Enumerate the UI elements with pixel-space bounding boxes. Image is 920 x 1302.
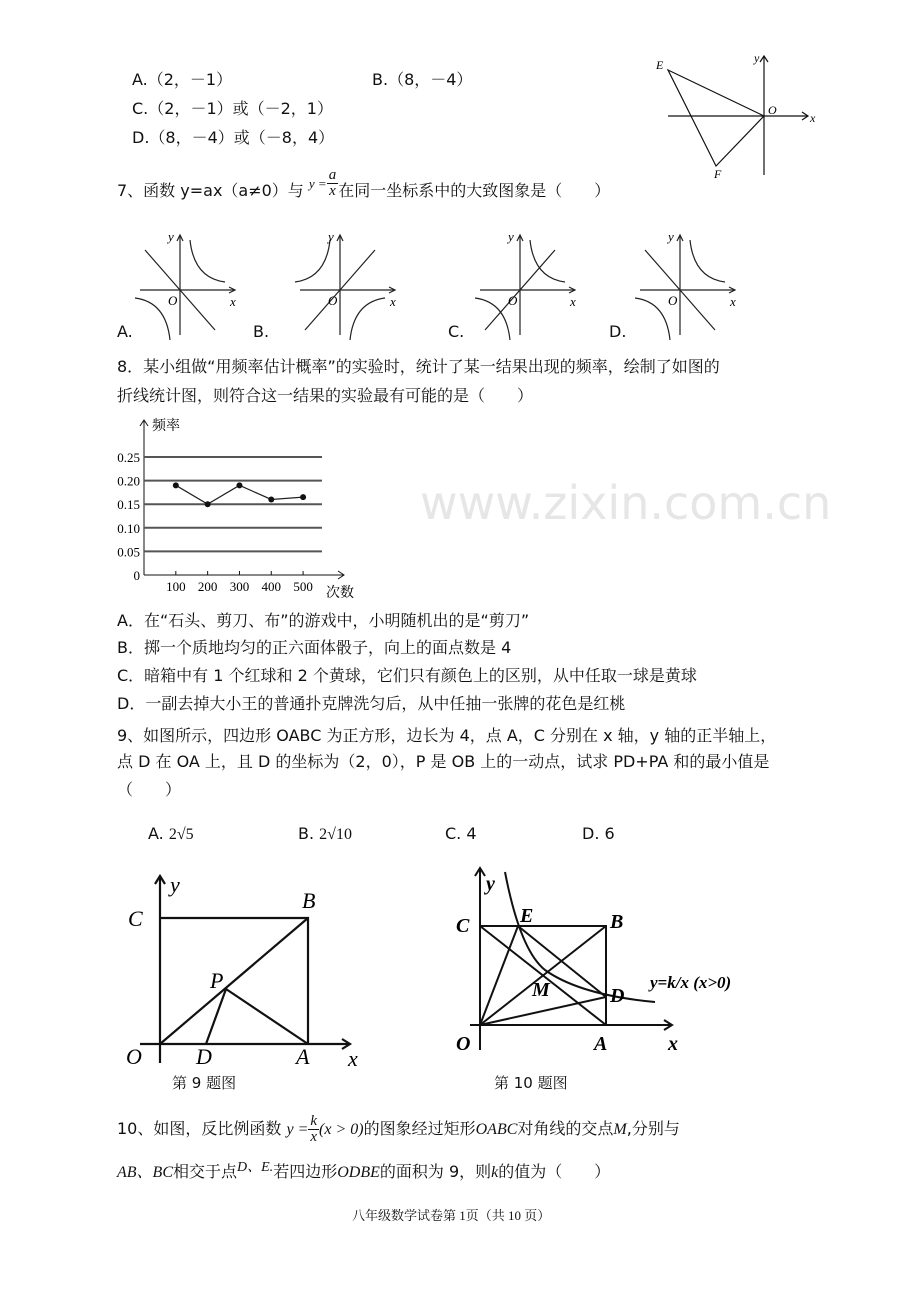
x-tick-label: 300 [229,579,250,594]
q9-caption: 第 9 题图 [172,1074,237,1092]
q8-option-a: A．在“石头、剪刀、布”的游戏中，小明随机出的是“剪刀” [117,611,530,630]
q9-option-d: D. 6 [582,824,615,843]
data-point [300,494,306,500]
y-label: y [328,229,334,244]
q10-line2: AB、BC相交于点D、E.若四边形ODBE的面积为 9，则k的值为（ ） [117,1160,611,1181]
q9-figure [120,868,370,1071]
q7-graph-c [475,235,575,340]
y-label: y [168,229,174,244]
x-tick-label: 500 [293,579,313,594]
q7-graph-d [635,235,735,340]
y-tick-label: 0.05 [117,544,140,560]
q8-option-d: D．一副去掉大小王的普通扑克牌洗匀后，从中任抽一张牌的花色是红桃 [117,694,626,713]
watermark: www.zixin.com.cn [420,476,832,530]
label-f: F [714,167,722,181]
q7-graph-b [295,235,395,340]
label-b: B [610,911,624,933]
q10-caption: 第 10 题图 [494,1074,568,1092]
q9-line3: （ ） [117,780,182,799]
q8-option-c: C．暗箱中有 1 个红球和 2 个黄球，它们只有颜色上的区别，从中任取一球是黄球 [117,666,697,685]
label-b: B [302,888,316,913]
label-a: A [296,1044,310,1069]
y-axis-label: 频率 [152,419,180,434]
q9-line1: 9、如图所示，四边形 OABC 为正方形，边长为 4，点 A，C 分别在 x 轴，y 轴的正半轴上， [117,726,777,745]
q9-option-a: A. 2√5 [148,824,194,843]
q9-line2: 点 D 在 OA 上，且 D 的坐标为（2，0），P 是 OB 上的一动点，试求 PD+PA 和的最小值是 [117,752,770,771]
x-label: x [390,294,396,309]
q6-option-b: B.（8，－4） [372,70,473,89]
origin-label: O [508,293,518,308]
q6-option-d: D.（8，－4）或（－8，4） [132,128,335,147]
q7-label-b: B. [253,322,270,341]
q6-option-c: C.（2，－1）或（－2，1） [132,99,333,118]
x-label: x [570,294,576,309]
label-x: x [348,1046,358,1071]
y-tick-label: 0 [133,568,140,583]
y-label: y [668,229,674,244]
q7-label-c: C. [448,322,465,341]
label-y: y [486,873,495,895]
data-point [268,496,274,502]
origin-label: O [668,293,678,308]
y-label: y [508,229,514,244]
label-p: P [210,968,224,993]
label-c: C [456,915,470,937]
origin-label: O [168,293,178,308]
y-tick-label: 0.10 [117,520,140,536]
label-a: A [594,1033,608,1055]
data-point [173,482,179,488]
q7-label-a: A. [117,322,133,341]
q7-label-d: D. [609,322,627,341]
label-e: E [656,58,664,72]
q8-line1: 8．某小组做“用频率估计概率”的实验时，统计了某一结果出现的频率，绘制了如图的 [117,357,720,376]
label-d: D [196,1044,212,1069]
data-point [236,482,242,488]
label-y: y [754,51,760,65]
label-c: C [128,906,143,931]
q10-line1: 10、如图，反比例函数 y = $\frac{k}{x}$ (x > 0)的图象经过矩形OABC对角线的交点M,分别与 [117,1113,680,1145]
y-tick-label: 0.15 [117,497,140,513]
label-o: O [126,1044,142,1069]
label-d: D [610,985,625,1007]
label-e: E [520,905,534,927]
x-label: x [730,294,736,309]
x-axis-label: 次数 [326,586,354,601]
curve-label: y=k/x (x>0) [650,973,732,992]
label-y: y [170,872,180,897]
x-tick-label: 400 [261,579,282,594]
q8-line2: 折线统计图，则符合这一结果的实验最有可能的是（ ） [117,386,534,405]
data-point [205,501,211,507]
q6-option-a: A.（2，－1） [132,70,233,89]
q8-option-b: B．掷一个质地均匀的正六面体骰子，向上的面点数是 4 [117,638,512,657]
q9-option-b: B. 2√10 [298,824,352,843]
q6-figure [650,50,830,180]
q10-figure [450,860,770,1060]
frequency-chart [100,410,360,600]
q9-option-c: C. 4 [445,824,477,843]
q7-graph-a [135,235,235,340]
label-x: x [810,111,816,125]
q7-text: 7、函数 y=ax（a≠0）与 $^{y =}$ $\frac{a}{x}$ 在同一坐标系中的大致图象是（ ） [117,167,611,200]
x-tick-label: 200 [197,579,218,594]
y-tick-label: 0.20 [117,473,140,489]
q7-fraction: $\frac{a}{x}$ [328,167,337,199]
x-tick-label: 100 [166,579,186,594]
label-m: M [532,979,550,1001]
label-o: O [768,103,777,117]
label-x: x [668,1033,678,1055]
x-label: x [230,294,236,309]
origin-label: O [328,293,338,308]
page-footer: 八年级数学试卷第 1页（共 10 页） [352,1208,551,1223]
label-o: O [456,1033,471,1055]
y-tick-label: 0.25 [117,450,140,465]
